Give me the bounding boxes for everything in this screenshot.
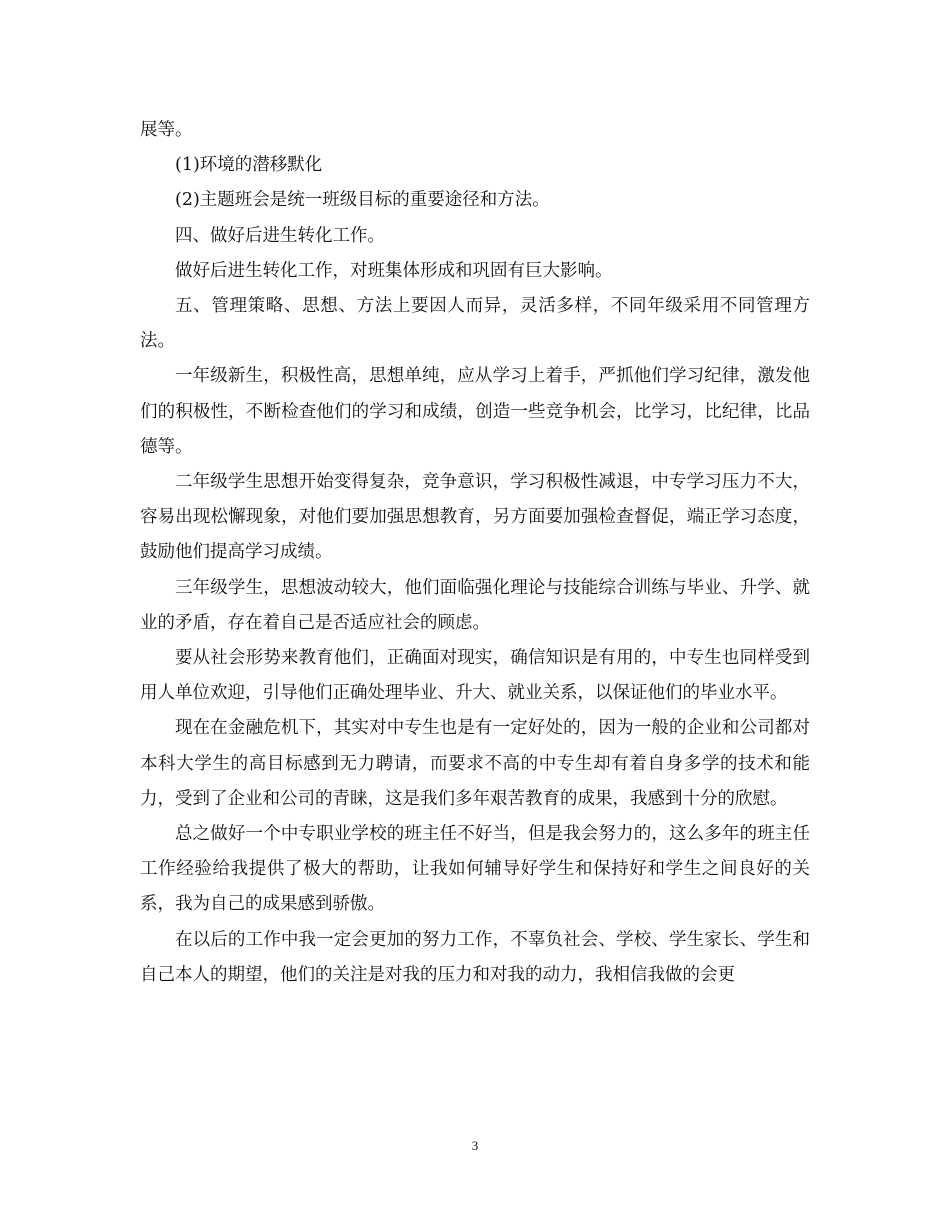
paragraph: 二年级学生思想开始变得复杂，竞争意识，学习积极性减退，中专学习压力不大，容易出现松懈现象，对他们要加强思想教育，另方面要加强检查督促，端正学习态度，鼓励他们提高学习成绩。 bbox=[140, 472, 810, 563]
paragraph: 现在在金融危机下，其实对中专生也是有一定好处的，因为一般的企业和公司都对本科大学生的高目标感到无力聘请，而要求不高的中专生却有着自身多学的技术和能力，受到了企业和公司的青睐，这是我们多年艰苦教育的成果，我感到十分的欣慰。 bbox=[140, 718, 810, 809]
paragraph: 总之做好一个中专职业学校的班主任不好当，但是我会努力的，这么多年的班主任工作经验给我提供了极大的帮助，让我如何辅导好学生和保持好和学生之间良好的关系，我为自己的成果感到骄傲。 bbox=[140, 824, 810, 915]
section-heading: 四、做好后进生转化工作。 bbox=[175, 225, 385, 246]
body-text bbox=[140, 113, 810, 993]
paragraph: 展等。 bbox=[140, 120, 193, 140]
paragraph: 在以后的工作中我一定会更加的努力工作，不辜负社会、学校、学生家长、学生和自己本人的期望，他们的关注是对我的压力和对我的动力，我相信我做的会更 bbox=[140, 929, 810, 985]
paragraph: (1)环境的潜移默化 bbox=[175, 155, 323, 176]
section-heading: 五、管理策略、思想、方法上要因人而异，灵活多样，不同年级采用不同管理方法。 bbox=[140, 296, 810, 352]
page-number: 3 bbox=[471, 1138, 479, 1153]
paragraph: (2)主题班会是统一班级目标的重要途径和方法。 bbox=[175, 190, 550, 211]
paragraph: 三年级学生，思想波动较大，他们面临强化理论与技能综合训练与毕业、升学、就业的矛盾，存在着自己是否适应社会的顾虑。 bbox=[140, 577, 810, 633]
paragraph: 一年级新生，积极性高，思想单纯，应从学习上着手，严抓他们学习纪律，激发他们的积极性，不断检查他们的学习和成绩，创造一些竞争机会，比学习，比纪律，比品德等。 bbox=[140, 366, 810, 457]
paragraph: 做好后进生转化工作，对班集体形成和巩固有巨大影响。 bbox=[175, 260, 613, 281]
paragraph: 要从社会形势来教育他们，正确面对现实，确信知识是有用的，中专生也同样受到用人单位欢迎，引导他们正确处理毕业、升大、就业关系，以保证他们的毕业水平。 bbox=[140, 648, 810, 704]
